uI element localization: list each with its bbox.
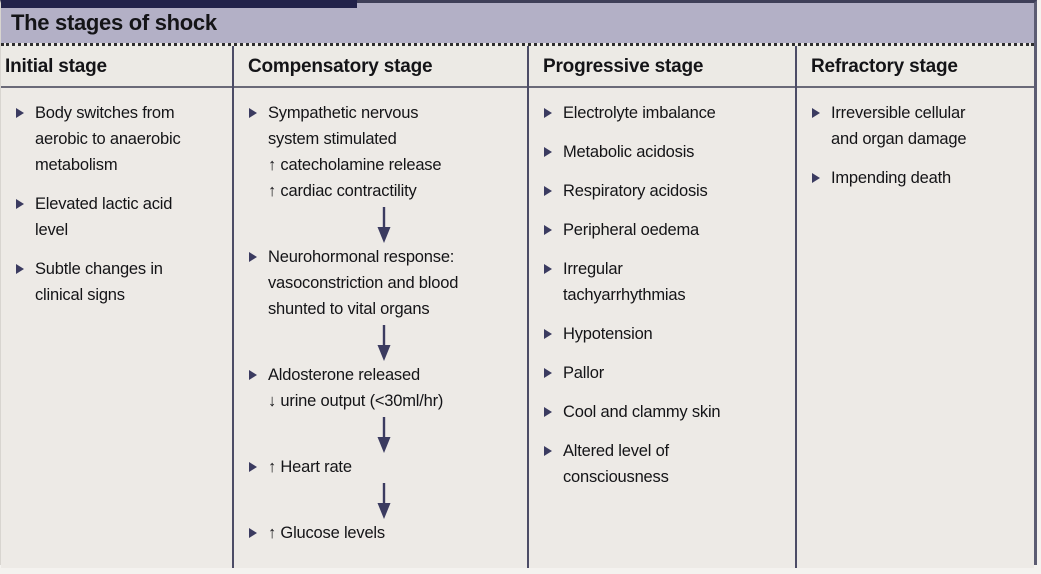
text-line: consciousness bbox=[563, 468, 669, 486]
text-line: Aldosterone released bbox=[268, 366, 420, 384]
text-line: Altered level of bbox=[563, 442, 669, 460]
bullet-item bbox=[542, 139, 789, 165]
bullet-triangle-icon bbox=[544, 446, 552, 456]
bullet-item bbox=[247, 520, 521, 546]
bullet-item-text bbox=[268, 520, 385, 546]
bullet-item-text bbox=[831, 100, 966, 152]
text-line: Cool and clammy skin bbox=[563, 403, 721, 421]
flow-down-arrow-icon bbox=[376, 206, 392, 244]
text-line: aerobic to anaerobic bbox=[35, 130, 181, 148]
text-line: Body switches from bbox=[35, 104, 175, 122]
bullet-item bbox=[247, 362, 521, 414]
flow-down-arrow-icon bbox=[376, 482, 392, 520]
text-line: ↑ cardiac contractility bbox=[268, 182, 417, 200]
stage-column-compensatory bbox=[232, 46, 527, 568]
text-line: tachyarrhythmias bbox=[563, 286, 686, 304]
bullet-triangle-icon bbox=[544, 225, 552, 235]
bullet-item bbox=[542, 256, 789, 308]
bullet-item-text bbox=[563, 321, 653, 347]
text-line: ↓ urine output (<30ml/hr) bbox=[268, 392, 444, 410]
text-line: ↑ Glucose levels bbox=[268, 524, 385, 542]
bullet-triangle-icon bbox=[544, 147, 552, 157]
bullet-item-text bbox=[563, 360, 604, 386]
text-line: ↑ catecholamine release bbox=[268, 156, 442, 174]
text-line: Peripheral oedema bbox=[563, 221, 700, 239]
text-line: Pallor bbox=[563, 364, 604, 382]
bullet-item bbox=[14, 100, 226, 178]
text-line: clinical signs bbox=[35, 286, 125, 304]
text-line: ↑ Heart rate bbox=[268, 458, 352, 476]
text-line: vasoconstriction and blood bbox=[268, 274, 459, 292]
text-line: Hypotension bbox=[563, 325, 653, 343]
column-body-initial bbox=[1, 88, 232, 568]
bullet-item bbox=[542, 360, 789, 386]
flow-arrow bbox=[376, 482, 392, 520]
bullet-item-text bbox=[35, 256, 163, 308]
bullet-item-text bbox=[563, 100, 716, 126]
column-body-progressive bbox=[529, 88, 795, 568]
bullet-item-text bbox=[831, 165, 951, 191]
bullet-triangle-icon bbox=[544, 329, 552, 339]
bullet-item-text bbox=[563, 178, 708, 204]
stages-grid bbox=[1, 43, 1034, 568]
flow-down-arrow-icon bbox=[376, 416, 392, 454]
bullet-item-text bbox=[35, 191, 172, 243]
text-line: Respiratory acidosis bbox=[563, 182, 708, 200]
bullet-item-text bbox=[268, 244, 458, 322]
column-body-refractory bbox=[797, 88, 1034, 568]
bullet-item bbox=[247, 244, 521, 322]
stage-column-progressive bbox=[527, 46, 795, 568]
column-body-compensatory bbox=[234, 88, 527, 568]
flow-arrow bbox=[376, 324, 392, 362]
text-line: Sympathetic nervous bbox=[268, 104, 419, 122]
text-line: Elevated lactic acid bbox=[35, 195, 173, 213]
bullet-item-text bbox=[268, 100, 441, 204]
column-header-initial: Initial stage bbox=[1, 46, 232, 88]
flow-arrow bbox=[376, 416, 392, 454]
bullet-item bbox=[542, 321, 789, 347]
bullet-item bbox=[542, 399, 789, 425]
bullet-item-text bbox=[563, 256, 685, 308]
bullet-item-text bbox=[563, 399, 720, 425]
flow-arrow bbox=[376, 206, 392, 244]
text-line: shunted to vital organs bbox=[268, 300, 430, 318]
text-line: Neurohormonal response: bbox=[268, 248, 455, 266]
bullet-item bbox=[542, 100, 789, 126]
bullet-item bbox=[14, 191, 226, 243]
flow-down-arrow-icon bbox=[376, 324, 392, 362]
bullet-item bbox=[542, 178, 789, 204]
top-accent-bar bbox=[1, 0, 357, 8]
bullet-item bbox=[810, 165, 1028, 191]
bullet-item bbox=[14, 256, 226, 308]
stage-column-refractory bbox=[795, 46, 1034, 568]
bullet-triangle-icon bbox=[249, 462, 257, 472]
bullet-item bbox=[542, 438, 789, 490]
bullet-triangle-icon bbox=[812, 173, 820, 183]
bullet-triangle-icon bbox=[249, 370, 257, 380]
column-header-refractory: Refractory stage bbox=[797, 46, 1034, 88]
bullet-triangle-icon bbox=[249, 108, 257, 118]
bullet-triangle-icon bbox=[16, 108, 24, 118]
bullet-triangle-icon bbox=[249, 528, 257, 538]
bullet-item-text bbox=[268, 454, 352, 480]
text-line: Irregular bbox=[563, 260, 623, 278]
bullet-triangle-icon bbox=[16, 199, 24, 209]
bullet-triangle-icon bbox=[812, 108, 820, 118]
bullet-item bbox=[810, 100, 1028, 152]
text-line: Metabolic acidosis bbox=[563, 143, 695, 161]
bullet-triangle-icon bbox=[544, 186, 552, 196]
bullet-triangle-icon bbox=[544, 264, 552, 274]
bullet-triangle-icon bbox=[544, 407, 552, 417]
bullet-triangle-icon bbox=[544, 368, 552, 378]
column-header-progressive: Progressive stage bbox=[529, 46, 795, 88]
text-line: level bbox=[35, 221, 68, 239]
stage-column-initial bbox=[1, 46, 232, 568]
bullet-item bbox=[542, 217, 789, 243]
bullet-item bbox=[247, 454, 521, 480]
bullet-item-text bbox=[35, 100, 181, 178]
bullet-triangle-icon bbox=[544, 108, 552, 118]
text-line: Subtle changes in bbox=[35, 260, 163, 278]
bullet-triangle-icon bbox=[249, 252, 257, 262]
text-line: metabolism bbox=[35, 156, 118, 174]
text-line: system stimulated bbox=[268, 130, 397, 148]
bullet-item-text bbox=[563, 217, 699, 243]
bullet-item-text bbox=[563, 139, 694, 165]
text-line: Impending death bbox=[831, 169, 951, 187]
title-band bbox=[1, 3, 1034, 43]
bullet-triangle-icon bbox=[16, 264, 24, 274]
column-header-compensatory: Compensatory stage bbox=[234, 46, 527, 88]
bullet-item-text bbox=[268, 362, 443, 414]
page-title: The stages of shock bbox=[11, 10, 217, 35]
text-line: Irreversible cellular bbox=[831, 104, 966, 122]
bullet-item bbox=[247, 100, 521, 204]
text-line: Electrolyte imbalance bbox=[563, 104, 716, 122]
text-line: and organ damage bbox=[831, 130, 967, 148]
bullet-item-text bbox=[563, 438, 669, 490]
